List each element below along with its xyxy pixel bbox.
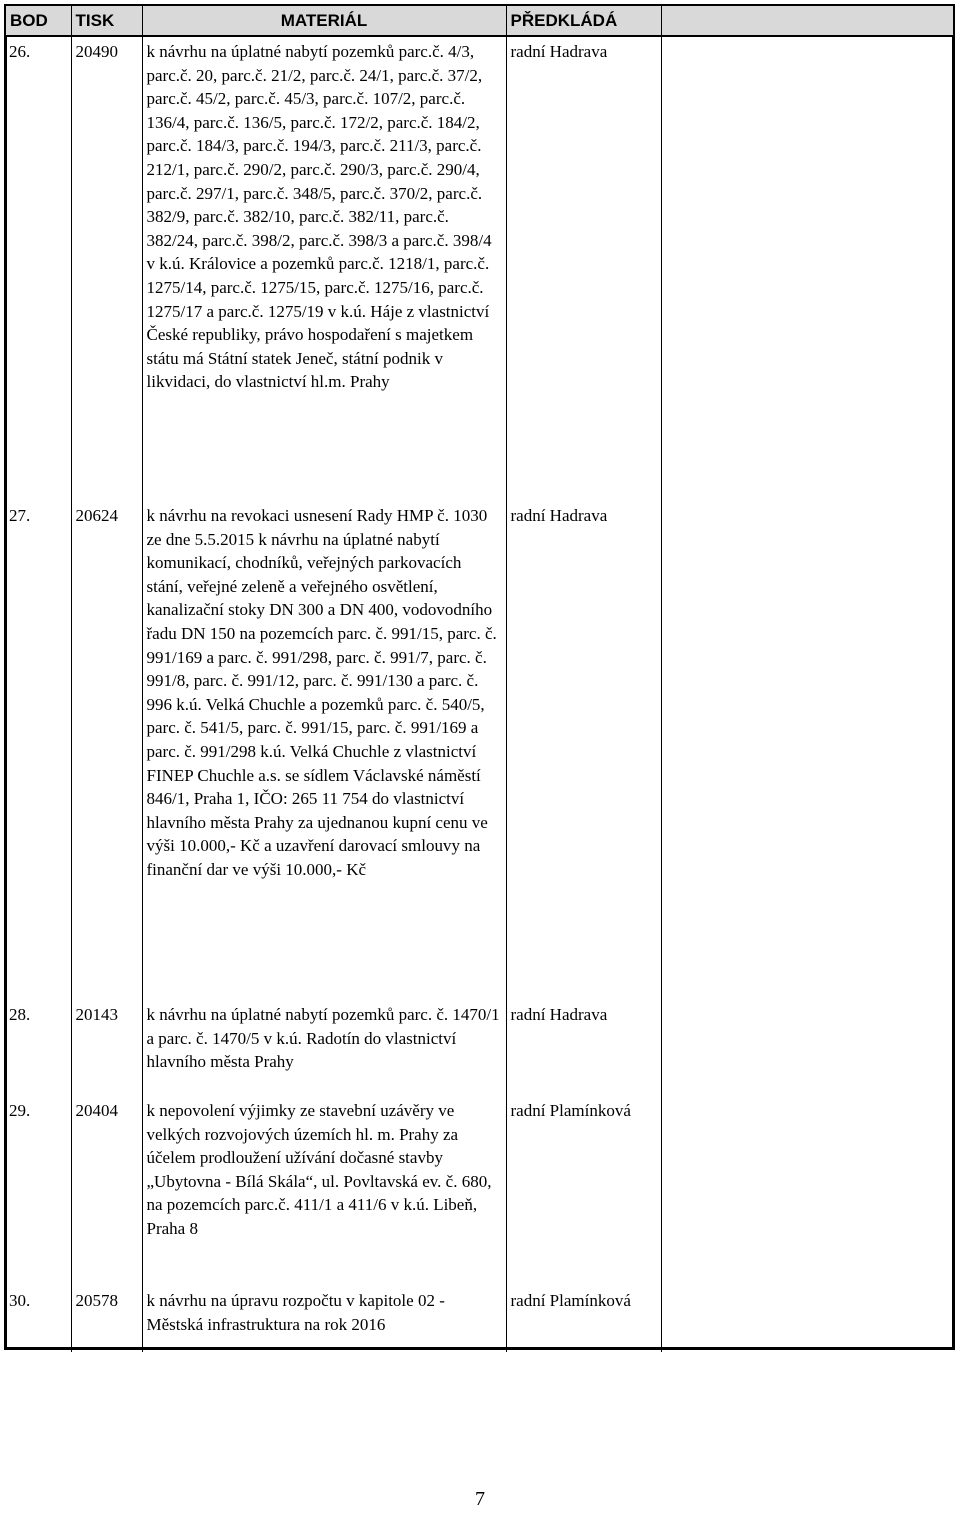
row-predklada: radní Plamínková — [506, 1096, 661, 1286]
row-tisk: 20143 — [71, 1000, 142, 1096]
table-row — [6, 36, 953, 501]
row-bod: 29. — [6, 1096, 71, 1286]
row-empty — [661, 1286, 953, 1352]
row-predklada: radní Hadrava — [506, 1000, 661, 1096]
row-predklada: radní Hadrava — [506, 501, 661, 1000]
row-bod: 26. — [6, 36, 71, 501]
row-material: k nepovolení výjimky ze stavební uzávěry ve velkých rozvojových územích hl. m. Prahy za účelem prodloužení užívání dočasné stavby „Ubytovna - Bílá Skála“, ul. Povltavská ev. č. 680, na pozemcích parc.č. 411/1 a 411/6 v k.ú. Libeň, Praha 8 — [142, 1096, 506, 1286]
row-tisk: 20404 — [71, 1096, 142, 1286]
header-empty — [661, 6, 953, 36]
row-empty — [661, 1000, 953, 1096]
table-row — [6, 501, 953, 1000]
header-bod: BOD — [6, 6, 71, 36]
row-bod: 27. — [6, 501, 71, 1000]
row-empty — [661, 501, 953, 1000]
page-number: 7 — [475, 1488, 485, 1510]
header-material: MATERIÁL — [142, 6, 506, 36]
row-tisk: 20624 — [71, 501, 142, 1000]
row-material: k návrhu na úpravu rozpočtu v kapitole 02 - Městská infrastruktura na rok 2016 — [142, 1286, 506, 1352]
agenda-table — [6, 6, 953, 1352]
row-bod: 30. — [6, 1286, 71, 1352]
row-predklada: radní Hadrava — [506, 36, 661, 501]
row-empty — [661, 36, 953, 501]
row-predklada: radní Plamínková — [506, 1286, 661, 1352]
row-tisk: 20578 — [71, 1286, 142, 1352]
row-material: k návrhu na úplatné nabytí pozemků parc.č. 4/3, parc.č. 20, parc.č. 21/2, parc.č. 24/1, parc.č. 37/2, parc.č. 45/2, parc.č. 45/3, parc.č. 107/2, parc.č. 136/4, parc.č. 136/5, parc.č. 172/2, parc.č. 184/2, parc.č. 184/3, parc.č. 194/3, parc.č. 211/3, parc.č. 212/1, parc.č. 290/2, parc.č. 290/3, parc.č. 290/4, parc.č. 297/1, parc.č. 348/5, parc.č. 370/2, parc.č. 382/9, parc.č. 382/10, parc.č. 382/11, parc.č. 382/24, parc.č. 398/2, parc.č. 398/3 a parc.č. 398/4 v k.ú. Královice a pozemků parc.č. 1218/1, parc.č. 1275/14, parc.č. 1275/15, parc.č. 1275/16, parc.č. 1275/17 a parc.č. 1275/19 v k.ú. Háje z vlastnictví České republiky, právo hospodaření s majetkem státu má Státní statek Jeneč, státní podnik v likvidaci, do vlastnictví hl.m. Prahy — [142, 36, 506, 501]
row-tisk: 20490 — [71, 36, 142, 501]
row-empty — [661, 1096, 953, 1286]
row-material: k návrhu na revokaci usnesení Rady HMP č. 1030 ze dne 5.5.2015 k návrhu na úplatné nabytí komunikací, chodníků, veřejných parkovacích stání, veřejné zeleně a veřejného osvětlení, kanalizační stoky DN 300 a DN 400, vodovodního řadu DN 150 na pozemcích parc. č. 991/15, parc. č. 991/169 a parc. č. 991/298, parc. č. 991/7, parc. č. 991/8, parc. č. 991/12, parc. č. 991/130 a parc. č. 996 k.ú. Velká Chuchle a pozemků parc. č. 540/5, parc. č. 541/5, parc. č. 991/15, parc. č. 991/169 a parc. č. 991/298 k.ú. Velká Chuchle z vlastnictví FINEP Chuchle a.s. se sídlem Václavské náměstí 846/1, Praha 1, IČO: 265 11 754 do vlastnictví hlavního města Prahy za ujednanou kupní cenu ve výši 10.000,- Kč a uzavření darovací smlouvy na finanční dar ve výši 10.000,- Kč — [142, 501, 506, 1000]
row-bod: 28. — [6, 1000, 71, 1096]
header-tisk: TISK — [71, 6, 142, 36]
table-row — [6, 1286, 953, 1352]
row-material: k návrhu na úplatné nabytí pozemků parc. č. 1470/1 a parc. č. 1470/5 v k.ú. Radotín do vlastnictví hlavního města Prahy — [142, 1000, 506, 1096]
header-row — [6, 6, 953, 36]
table-row — [6, 1000, 953, 1096]
header-predklada: PŘEDKLÁDÁ — [506, 6, 661, 36]
table-row — [6, 1096, 953, 1286]
